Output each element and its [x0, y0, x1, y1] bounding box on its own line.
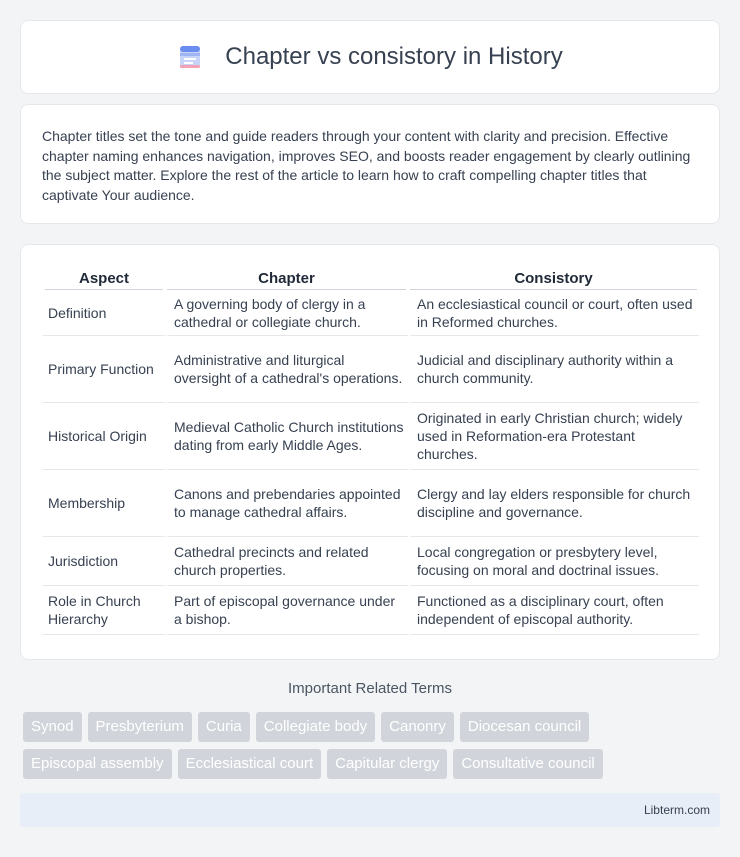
cell-aspect: Historical Origin [43, 403, 165, 470]
footer [20, 793, 720, 827]
cell-aspect: Definition [43, 291, 165, 336]
cell-consistory: Local congregation or presbytery level, focusing on moral and doctrinal issues. [408, 537, 699, 586]
related-terms-tags [23, 712, 723, 786]
table-row [43, 291, 699, 336]
cell-consistory: Functioned as a disciplinary court, often independent of episcopal authority. [408, 586, 699, 635]
tag-curia[interactable]: Curia [198, 712, 250, 742]
cell-consistory: Originated in early Christian church; widely used in Reformation-era Protestant churches. [408, 403, 699, 470]
tag-capitular-clergy[interactable]: Capitular clergy [327, 749, 447, 779]
cell-chapter: Canons and prebendaries appointed to manage cathedral affairs. [165, 470, 408, 537]
cell-aspect: Role in Church Hierarchy [43, 586, 165, 635]
table-row [43, 537, 699, 586]
intro-text: Chapter titles set the tone and guide readers through your content with clarity and precision. Effective chapter naming enhances navigation, improves SEO, and boosts reader engagement by clearly outlining the subject matter. Explore the rest of the article to learn how to craft compelling chapter titles that captivate Your audience. [42, 128, 691, 203]
tag-episcopal-assembly[interactable]: Episcopal assembly [23, 749, 172, 779]
document-stack-icon [177, 44, 203, 70]
table-row [43, 336, 699, 403]
title-card [20, 20, 720, 94]
cell-chapter: Administrative and liturgical oversight of a cathedral's operations. [165, 336, 408, 403]
cell-chapter: Medieval Catholic Church institutions dating from early Middle Ages. [165, 403, 408, 470]
cell-aspect: Membership [43, 470, 165, 537]
header-chapter: Chapter [165, 265, 408, 291]
tag-consultative-council[interactable]: Consultative council [453, 749, 602, 779]
table-row [43, 403, 699, 470]
cell-aspect: Jurisdiction [43, 537, 165, 586]
tag-ecclesiastical-court[interactable]: Ecclesiastical court [178, 749, 322, 779]
tag-row [23, 712, 723, 742]
table-row [43, 470, 699, 537]
cell-chapter: Cathedral precincts and related church properties. [165, 537, 408, 586]
page-title: Chapter vs consistory in History [225, 43, 563, 70]
table-header-row [43, 265, 699, 291]
tag-diocesan-council[interactable]: Diocesan council [460, 712, 589, 742]
footer-brand-link[interactable]: Libterm.com [643, 803, 710, 817]
cell-chapter: Part of episcopal governance under a bishop. [165, 586, 408, 635]
cell-consistory: Judicial and disciplinary authority within a church community. [408, 336, 699, 403]
related-terms-title: Important Related Terms [288, 680, 452, 697]
table-row [43, 586, 699, 635]
cell-consistory: An ecclesiastical council or court, often used in Reformed churches. [408, 291, 699, 336]
tag-presbyterium[interactable]: Presbyterium [88, 712, 192, 742]
tag-collegiate-body[interactable]: Collegiate body [256, 712, 375, 742]
intro-card [20, 104, 720, 224]
header-consistory: Consistory [408, 265, 699, 291]
cell-consistory: Clergy and lay elders responsible for church discipline and governance. [408, 470, 699, 537]
tag-row [23, 749, 723, 779]
comparison-table [43, 265, 699, 635]
header-aspect: Aspect [43, 265, 165, 291]
cell-chapter: A governing body of clergy in a cathedral or collegiate church. [165, 291, 408, 336]
comparison-table-card [20, 244, 720, 660]
tag-canonry[interactable]: Canonry [381, 712, 454, 742]
cell-aspect: Primary Function [43, 336, 165, 403]
tag-synod[interactable]: Synod [23, 712, 82, 742]
